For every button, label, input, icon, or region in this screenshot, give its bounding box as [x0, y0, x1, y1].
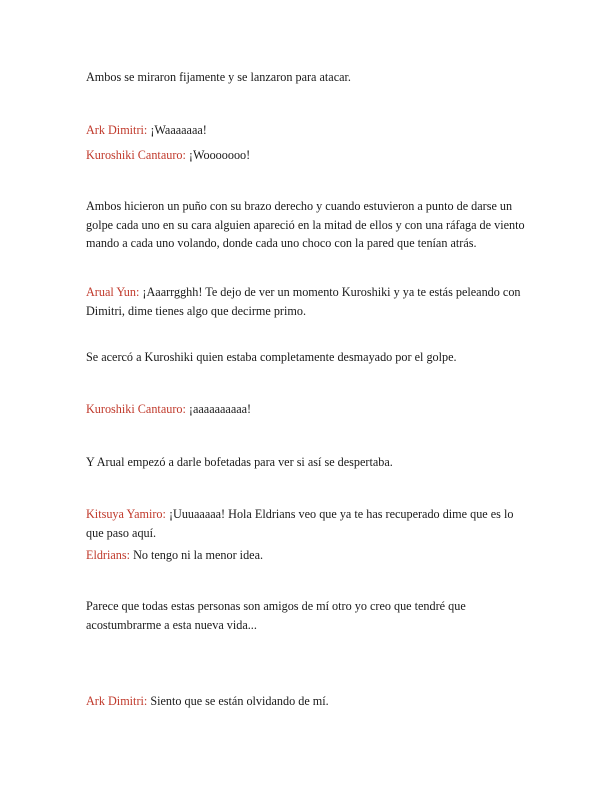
- dialogue-text: No tengo ni la menor idea.: [130, 548, 264, 562]
- narration-paragraph: [86, 68, 526, 87]
- speaker-name: Kuroshiki Cantauro:: [86, 402, 186, 416]
- narration-paragraph: [86, 453, 526, 472]
- dialogue-text: ¡Waaaaaaa!: [147, 123, 207, 137]
- dialogue-text: ¡Wooooooo!: [185, 148, 251, 162]
- narration-paragraph: [86, 597, 526, 634]
- dialogue-text: Siento que se están olvidando de mí.: [147, 694, 329, 708]
- speaker-name: Kuroshiki Cantauro:: [86, 148, 186, 162]
- narration-text: Parece que todas estas personas son amigos de mí otro yo creo que tendré que acostumbrarme a esta nueva vida...: [86, 599, 466, 632]
- narration-text: Ambos se miraron fijamente y se lanzaron para atacar.: [86, 70, 351, 84]
- narration-paragraph: [86, 348, 526, 367]
- dialogue-line: [86, 505, 526, 542]
- narration-text: Se acercó a Kuroshiki quien estaba completamente desmayado por el golpe.: [86, 350, 457, 364]
- dialogue-line: [86, 400, 526, 419]
- speaker-name: Ark Dimitri:: [86, 694, 148, 708]
- narration-text: Y Arual empezó a darle bofetadas para ver si así se despertaba.: [86, 455, 393, 469]
- dialogue-text: ¡Uuuaaaaa! Hola Eldrians veo que ya te has recuperado dime que es lo que paso aquí.: [86, 507, 514, 540]
- narration-text: Ambos hicieron un puño con su brazo derecho y cuando estuvieron a punto de darse un golpe cada uno en su cara alguien apareció en la mitad de ellos y con una ráfaga de viento mando a cada uno volando, donde cada uno choco con la pared que tenían atrás.: [86, 199, 525, 250]
- dialogue-text: ¡aaaaaaaaaa!: [185, 402, 252, 416]
- narration-paragraph: [86, 197, 526, 253]
- speaker-name: Kitsuya Yamiro:: [86, 507, 166, 521]
- dialogue-line: [86, 283, 526, 320]
- dialogue-line: [86, 546, 526, 565]
- speaker-name: Arual Yun:: [86, 285, 140, 299]
- dialogue-line: [86, 692, 526, 711]
- speaker-name: Ark Dimitri:: [86, 123, 148, 137]
- dialogue-text: ¡Aaarrgghh! Te dejo de ver un momento Kuroshiki y ya te estás peleando con Dimitri, dime tienes algo que decirme primo.: [86, 285, 521, 318]
- dialogue-line: [86, 146, 526, 165]
- dialogue-line: [86, 121, 526, 140]
- speaker-name: Eldrians:: [86, 548, 131, 562]
